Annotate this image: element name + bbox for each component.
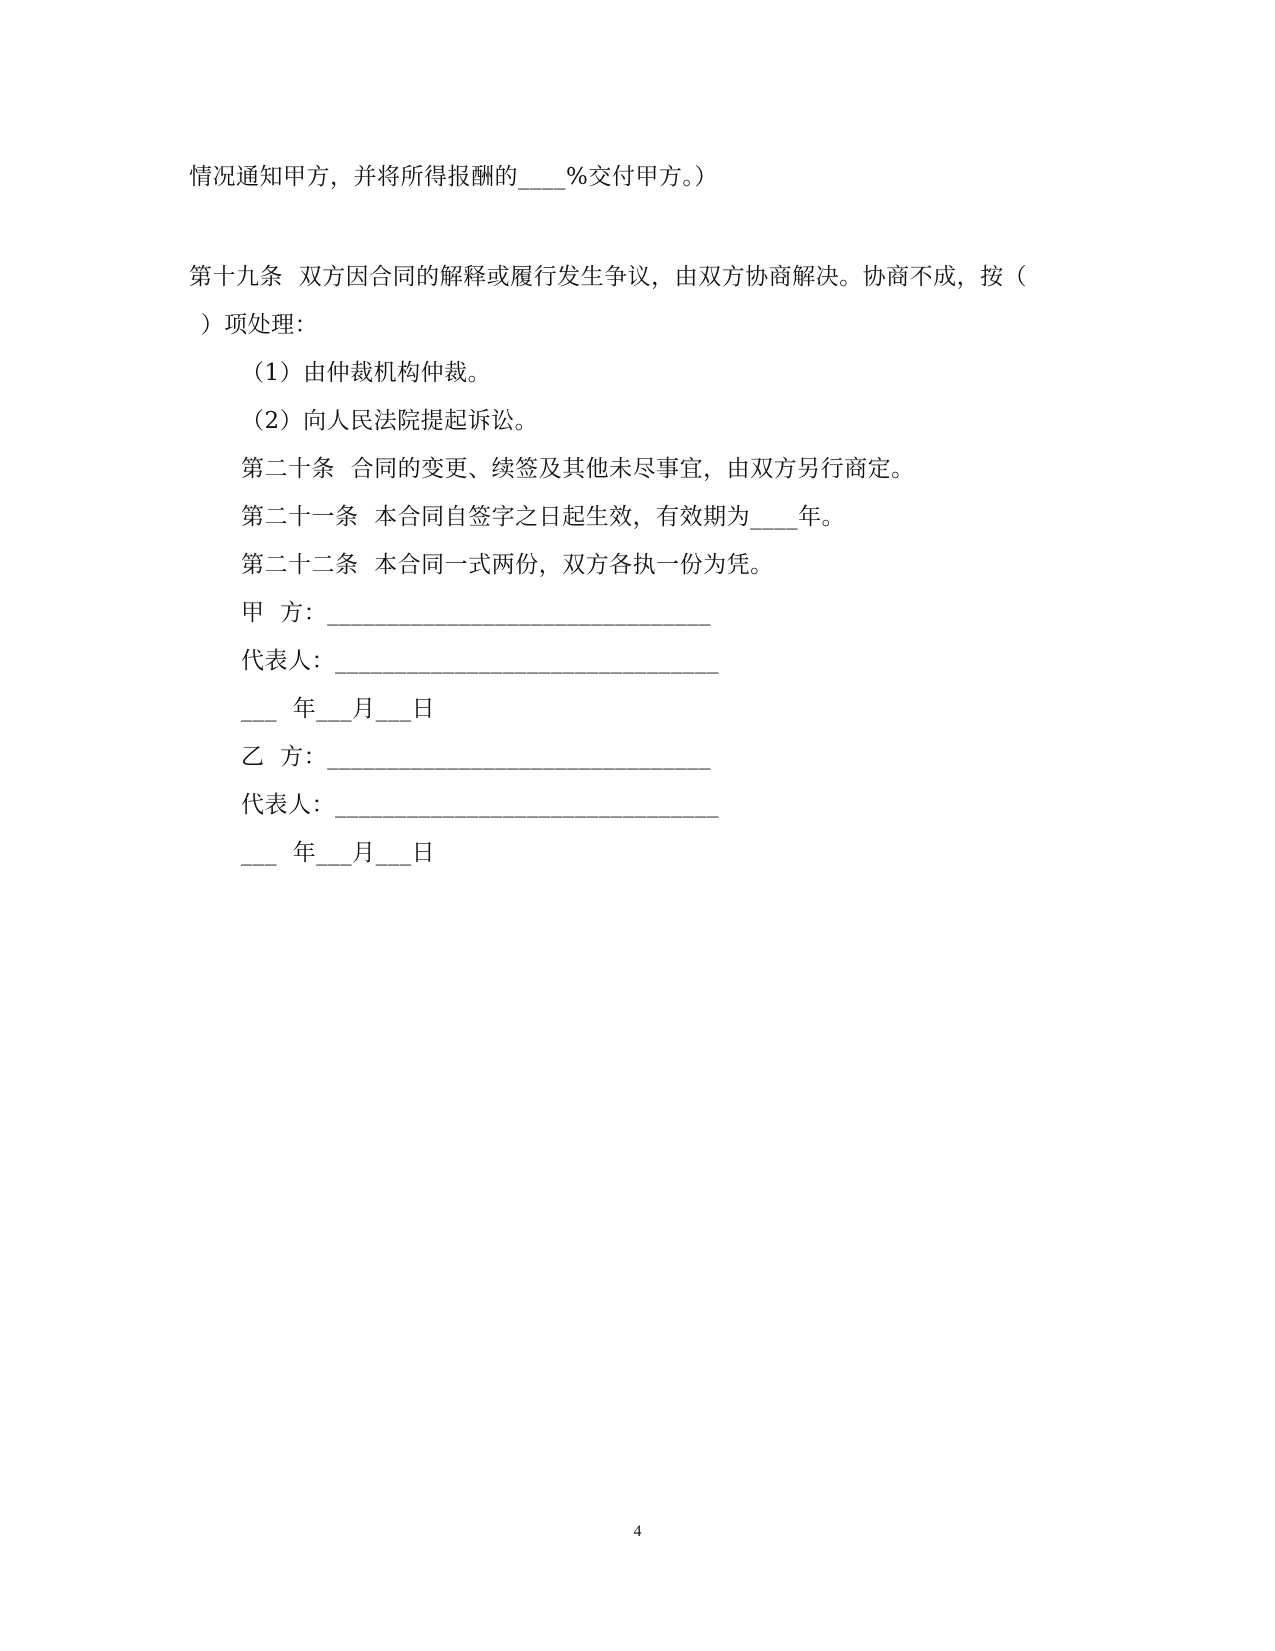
party-b-signature-line: 乙 方：________________________________ — [241, 744, 712, 770]
article-20: 第二十条 合同的变更、续签及其他未尽事宜，由双方另行商定。 — [241, 456, 915, 482]
party-a-date-line: ___ 年___月___日 — [241, 696, 436, 722]
page-number: 4 — [633, 1523, 642, 1540]
party-b-representative-line: 代表人：________________________________ — [241, 792, 719, 818]
party-b-date-line: ___ 年___月___日 — [241, 840, 436, 866]
dispute-option-1: （1）由仲裁机构仲裁。 — [241, 360, 492, 386]
article-19-line-2: ）项处理： — [185, 312, 319, 338]
article-22: 第二十二条 本合同一式两份，双方各执一份为凭。 — [241, 552, 774, 578]
article-21: 第二十一条 本合同自签字之日起生效，有效期为____年。 — [241, 504, 846, 530]
party-a-representative-line: 代表人：________________________________ — [241, 648, 719, 674]
party-a-signature-line: 甲 方：________________________________ — [241, 600, 712, 626]
continuation-line: 情况通知甲方，并将所得报酬的____%交付甲方。） — [189, 164, 718, 190]
article-19-line-1: 第十九条 双方因合同的解释或履行发生争议，由双方协商解决。协商不成，按（ — [189, 264, 1028, 290]
dispute-option-2: （2）向人民法院提起诉讼。 — [241, 408, 539, 434]
